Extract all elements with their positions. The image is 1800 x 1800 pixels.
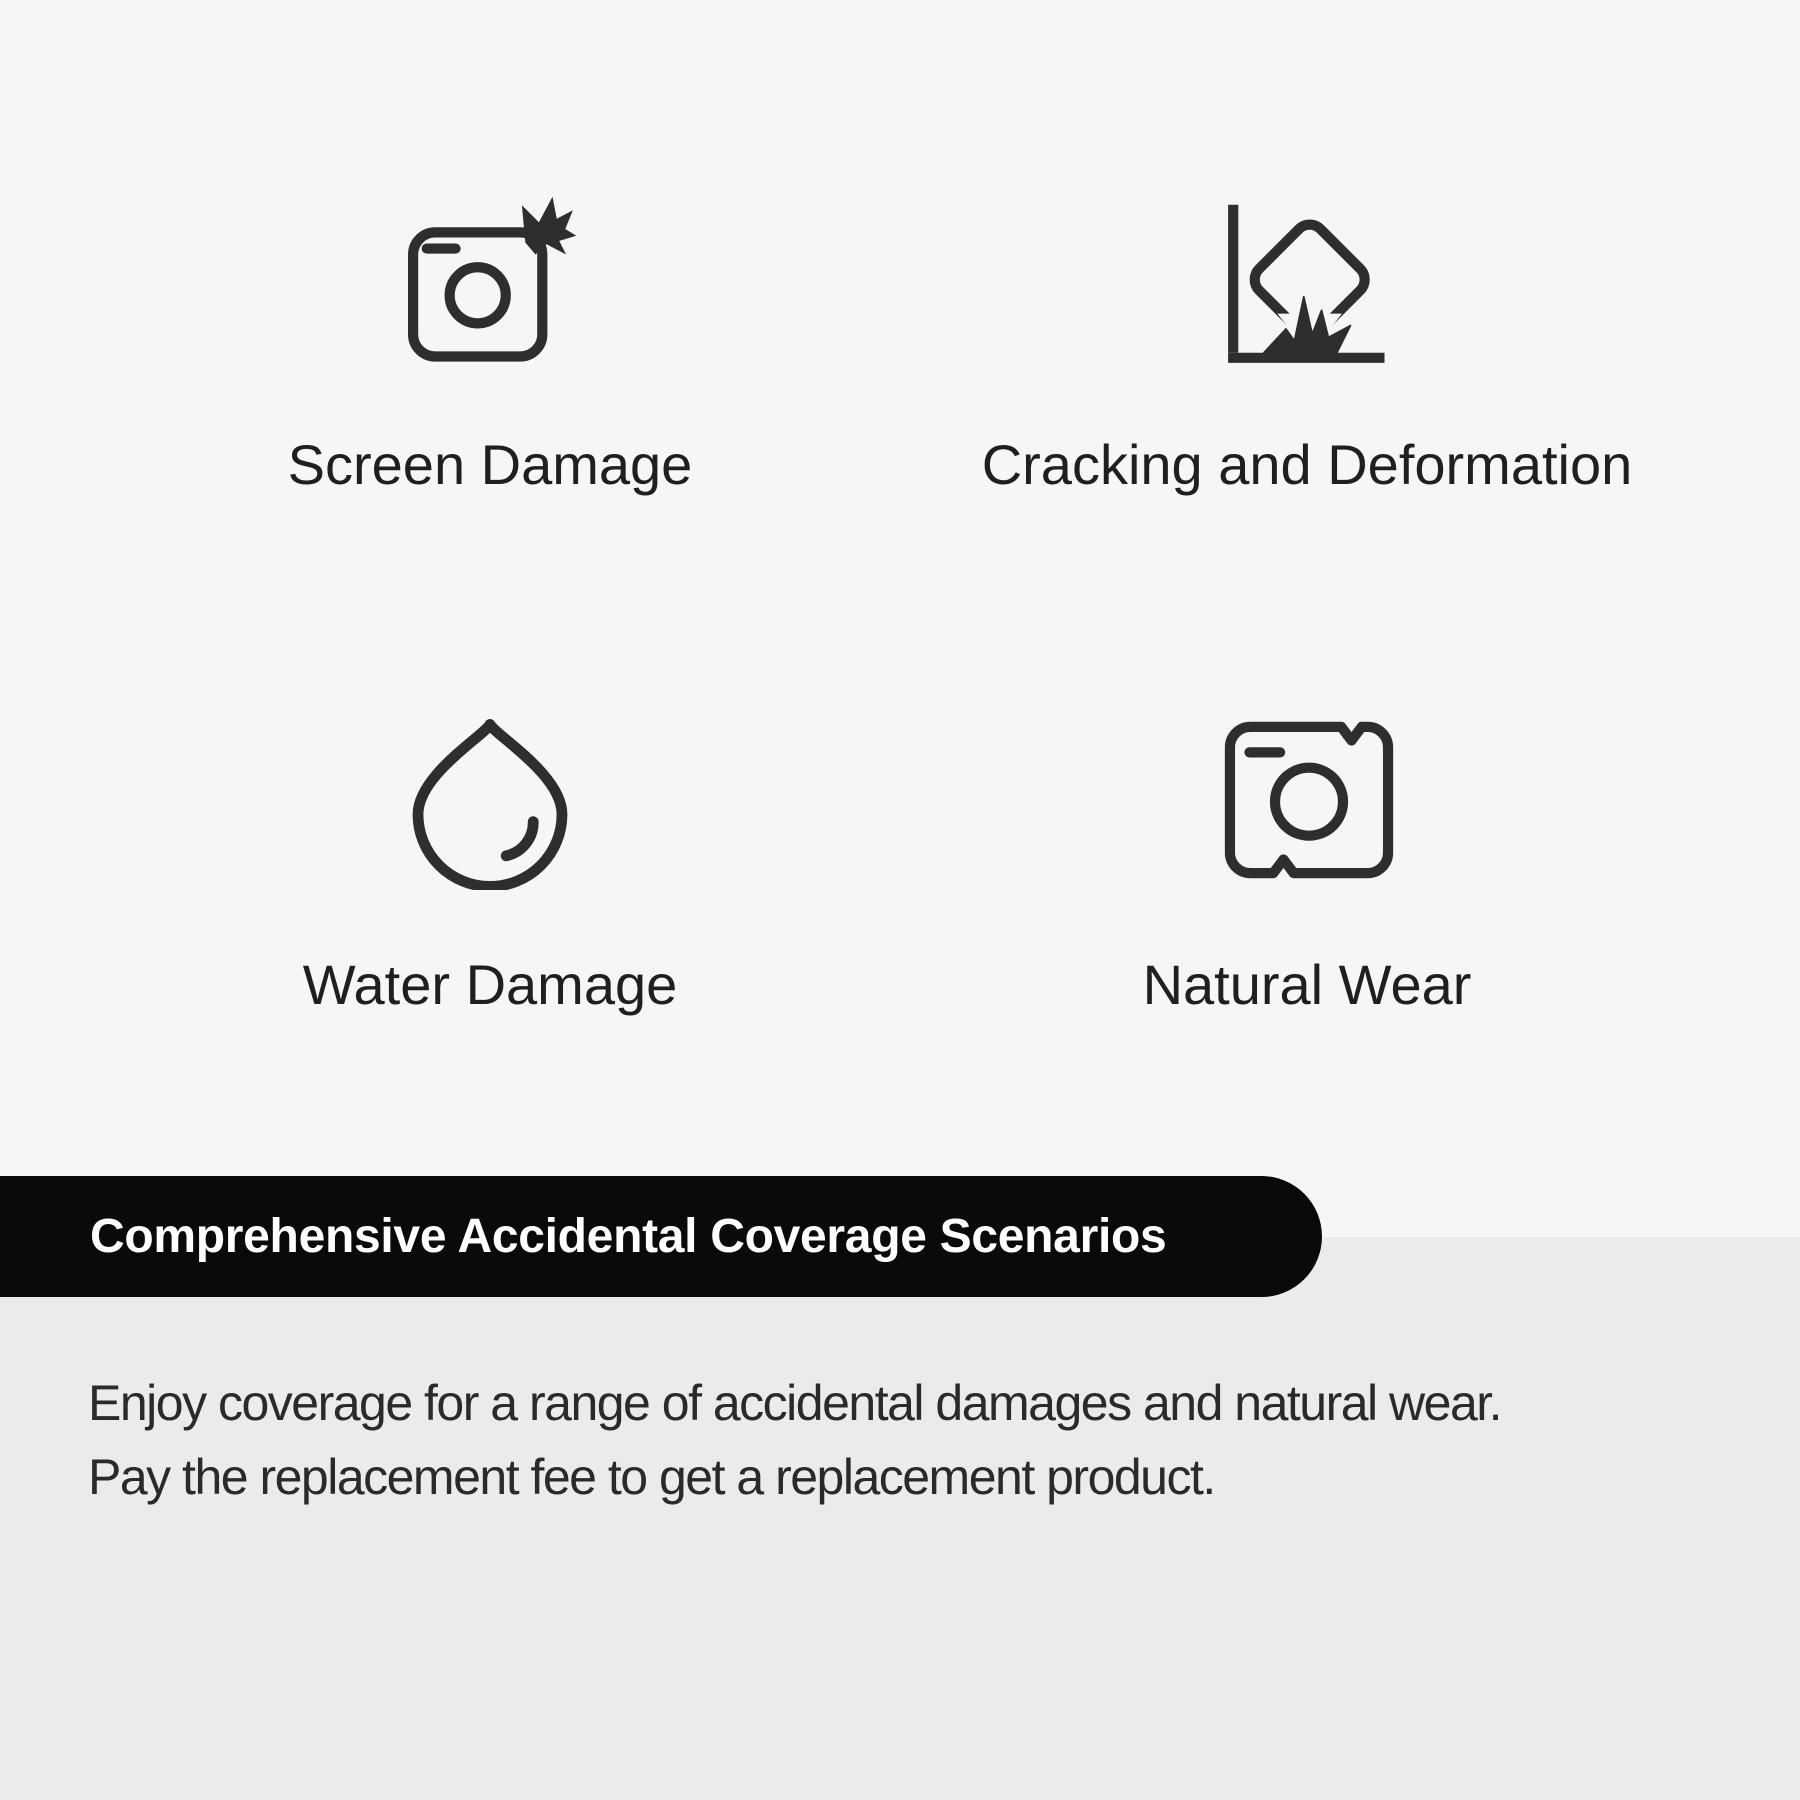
section-banner [0, 1176, 1322, 1297]
natural-wear-icon-box [1224, 715, 1394, 885]
coverage-description-line-2: Pay the replacement fee to get a replacement product. [88, 1449, 1215, 1505]
screen-damage-icon-box [408, 195, 578, 365]
coverage-description-line-1: Enjoy coverage for a range of accidental damages and natural wear. [88, 1375, 1502, 1431]
coverage-description [88, 1366, 1738, 1514]
cracking-and-deformation-icon [1223, 198, 1393, 368]
natural-wear-label: Natural Wear [1142, 953, 1472, 1016]
water-damage-label: Water Damage [302, 953, 678, 1016]
screen-damage-label: Screen Damage [287, 433, 693, 496]
natural-wear-icon [1224, 715, 1394, 885]
cracking-icon-box [1223, 198, 1393, 368]
screen-damage-icon [408, 195, 578, 365]
drop-highlight-arc [506, 822, 533, 856]
lower-section-background [0, 1237, 1800, 1800]
impact-burst-shape [522, 197, 576, 255]
water-damage-icon [400, 710, 580, 890]
section-banner-title: Comprehensive Accidental Coverage Scenarios [90, 1210, 1167, 1263]
water-damage-icon-box [400, 710, 580, 890]
cracking-and-deformation-label: Cracking and Deformation [981, 433, 1633, 496]
